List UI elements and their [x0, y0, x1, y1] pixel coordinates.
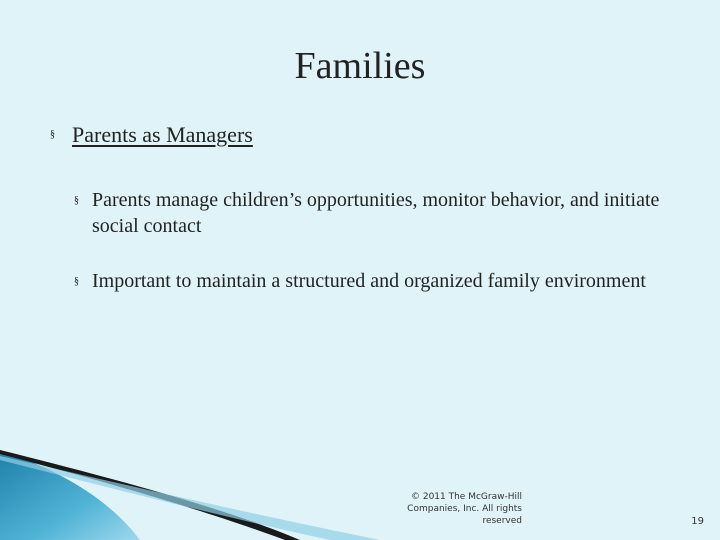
copyright-notice: © 2011 The McGraw-Hill Companies, Inc. All rights reserved — [407, 492, 522, 526]
bullet-icon: § — [74, 195, 79, 206]
page-number: 19 — [691, 516, 704, 527]
bullet-level1 — [50, 122, 253, 148]
bullet-level2 — [74, 187, 674, 239]
bullet-text: Parents manage children’s opportunities, monitor behavior, and initiate social contact — [92, 189, 660, 237]
bullet-level2 — [74, 268, 674, 295]
bullet-icon: § — [74, 276, 79, 287]
slide-title: Families — [294, 45, 426, 87]
decorative-swoosh — [0, 450, 720, 540]
bullet-text: Important to maintain a structured and organized family environment — [92, 270, 646, 292]
bullet-text[interactable]: Parents as Managers — [72, 122, 253, 147]
bullet-icon: § — [50, 129, 55, 140]
